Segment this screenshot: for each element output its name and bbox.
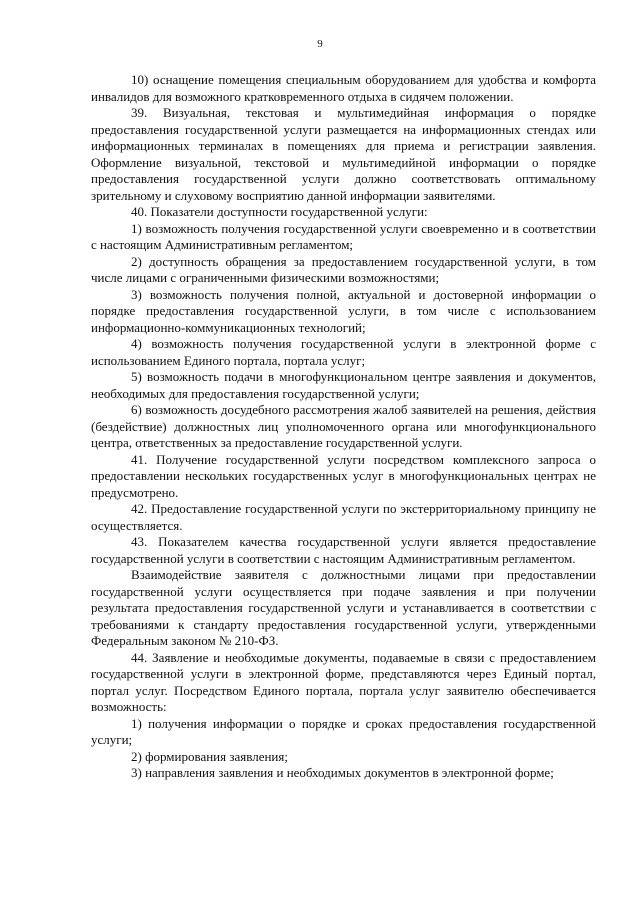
paragraph-item-10: 10) оснащение помещения специальным оборудованием для удобства и комфорта инвалидов для возможного кратковременного отдыха в сидячем положении. — [91, 72, 596, 104]
paragraph-40-item-1: 1) возможность получения государственной услуги своевременно и в соответствии с настоящим Административным регламентом; — [91, 220, 596, 252]
paragraph-40: 40. Показатели доступности государственной услуги: — [131, 204, 428, 219]
paragraph-40-item-4: 4) возможность получения государственной услуги в электронной форме с использованием Единого портала, портала услуг; — [91, 336, 596, 368]
paragraph-44-item-2: 2) формирования заявления; — [131, 748, 288, 764]
paragraph-40-item-3: 3) возможность получения полной, актуальной и достоверной информации о порядке предоставления государственной услуги, в том числе с использованием информационно-коммуникационных технологий; — [91, 286, 596, 335]
paragraph-44-item-3: 3) направления заявления и необходимых документов в электронной форме; — [131, 765, 554, 780]
paragraph-43: 43. Показателем качества государственной услуги является предоставление государственной услуги в соответствии с настоящим Административным регламентом. — [91, 534, 596, 566]
paragraph-44: 44. Заявление и необходимые документы, подаваемые в связи с предоставлением государственной услуги в электронной форме, представляются через Единый портал, портал услуг. Посредством Единого портала, портала услуг заявителю обеспечивается возможность: — [91, 649, 596, 714]
document-body — [91, 72, 596, 782]
paragraph-39: 39. Визуальная, текстовая и мультимедийная информация о порядке предоставления государственной услуги размещается на информационных стендах или информационных терминалах в помещениях для приема и регистрации заявления. Оформление визуальной, текстовой и мультимедийной информации о порядке предоставления государственной услуги должно соответствовать оптимальному зрительному и слуховому восприятию данной информации заявителями. — [91, 105, 596, 203]
page-number: 9 — [317, 38, 323, 50]
paragraph-44-item-1: 1) получения информации о порядке и сроках предоставления государственной услуги; — [91, 715, 596, 747]
paragraph-40-item-6: 6) возможность досудебного рассмотрения жалоб заявителей на решения, действия (бездействие) должностных лиц уполномоченного органа или многофункционального центра, ответственных за предоставление государственной услуги. — [91, 402, 596, 450]
paragraph-42: 42. Предоставление государственной услуги по экстерриториальному принципу не осуществляется. — [91, 501, 596, 533]
paragraph-40-item-2: 2) доступность обращения за предоставлением государственной услуги, в том числе лицами с ограниченными физическими возможностями; — [91, 253, 596, 285]
paragraph-40-item-5: 5) возможность подачи в многофункциональном центре заявления и документов, необходимых для предоставления государственной услуги; — [91, 369, 596, 401]
paragraph-interaction: Взаимодействие заявителя с должностными лицами при предоставлении государственной услуги осуществляется при подаче заявления и при получении результата предоставления государственной услуги и устанавливается в соответствии с требованиями к стандарту предоставления государственной услуги, утвержденными Федеральным законом № 210-ФЗ. — [91, 567, 596, 648]
paragraph-41: 41. Получение государственной услуги посредством комплексного запроса о предоставлении нескольких государственных услуг в многофункциональных центрах не предусмотрено. — [91, 451, 596, 500]
